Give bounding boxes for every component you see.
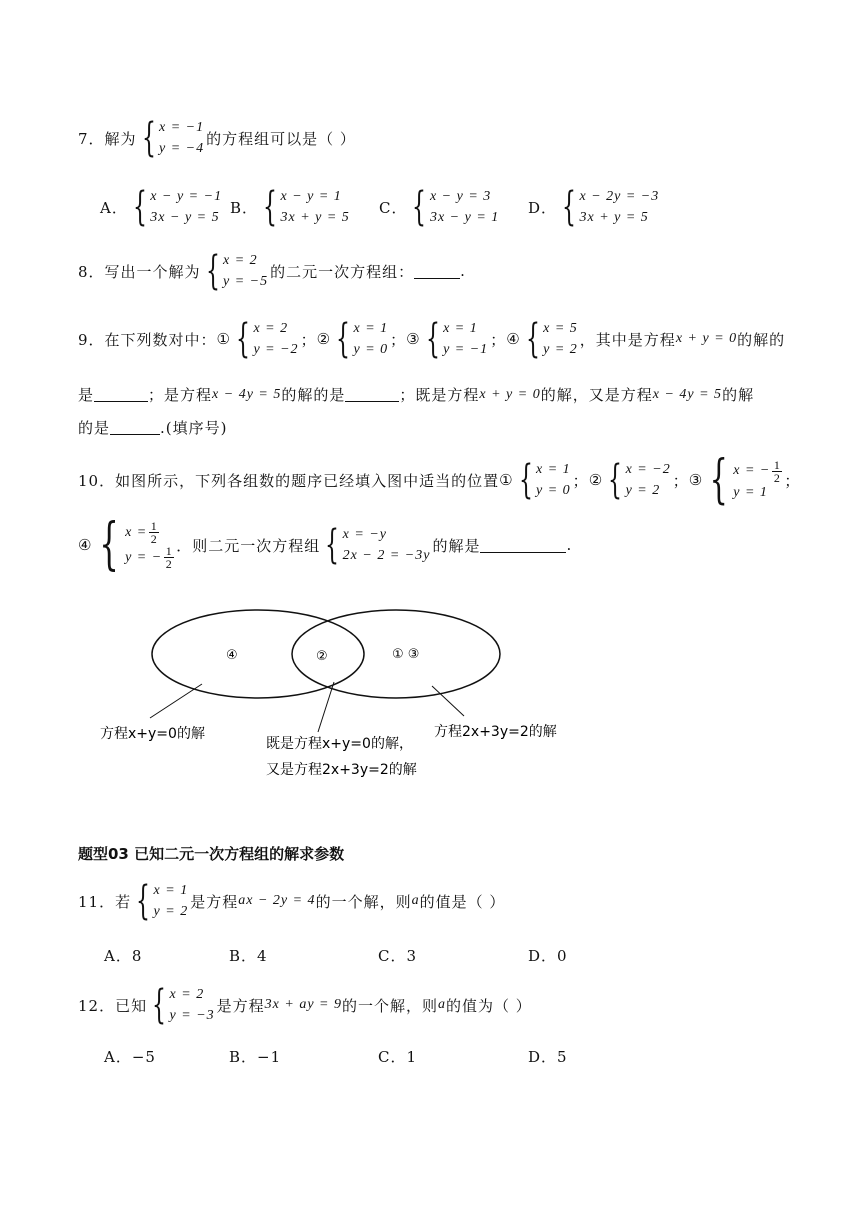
question-12: 12．已知 { x = 2 y = −3 是方程 3x + ay = 9 的一个解，则 a 的值为（ ） [78,982,532,1028]
q12-option-c[interactable]: C． 1 [378,1047,418,1066]
brace-icon: { [709,450,729,510]
brace-icon: { [99,512,120,577]
answer-blank[interactable] [94,387,148,402]
brace-icon: { [141,115,157,161]
brace-icon: { [132,184,148,230]
question-7-suffix: 的方程组可以是（ ） [206,129,356,148]
brace-icon: { [235,316,251,362]
question-9-line-1: 9．在下列数对中： ① { x = 2 y = −2 ； ② { x = 1 y = 0 ； ③ { x = 1 y = −1 ； ④ { x = 5 y = 2 ， 其中是方程 x + y = 0 的解的 [78,316,786,362]
question-10-line-2: ④ { x = $\frac{1}{2}$ y = − $\frac{1}{2}$ ．则二元一次方程组 { x = −y 2x − 2 = −3y 的解是 . [78,512,573,577]
venn-pointer-line [432,686,464,716]
brace-icon: { [325,522,340,568]
q11-option-b[interactable]: B． 4 [229,946,268,965]
q11-option-c[interactable]: C． 3 [378,946,418,965]
answer-blank[interactable] [414,264,460,279]
question-7 [78,117,356,159]
question-9-line-2: 是 ；是方程 x − 4y = 5 的解的是 ；既是方程 x + y = 0 的解，又是方程 x − 4y = 5 的解 [78,386,755,404]
question-9-line-3: 的是 .(填序号) [78,419,228,437]
brace-icon: { [412,184,427,230]
q7-option-c[interactable]: C． { x − y = 3 3x − y = 1 [379,184,500,230]
section-heading: 题型03 已知二元一次方程组的解求参数 [78,845,345,863]
question-7-prefix: 7．解为 [78,129,137,148]
q12-option-a[interactable]: A． −5 [104,1047,156,1066]
brace-icon: { [525,316,541,362]
q12-option-b[interactable]: B． −1 [229,1047,282,1066]
brace-icon: { [205,248,221,294]
brace-icon: { [262,184,278,230]
brace-icon: { [152,982,167,1028]
q7-option-a[interactable]: A． { x − y = −1 3x − y = 5 [100,184,223,230]
q11-option-d[interactable]: D． 0 [528,946,568,965]
answer-blank[interactable] [480,538,566,553]
brace-icon: { [425,316,441,362]
brace-icon: { [136,878,151,924]
venn-diagram [90,600,570,790]
venn-left-ellipse [152,610,364,698]
q12-option-d[interactable]: D． 5 [528,1047,568,1066]
venn-label-middle-line-2: 又是方程2x+3y=2的解 [266,762,417,778]
brace-icon: { [335,316,351,362]
brace-icon: { [608,457,623,503]
question-7-system: { x = −1 y = −4 [141,115,205,161]
venn-middle-region-label: ② [316,649,328,664]
q7-option-d[interactable]: D． { x − 2y = −3 3x + y = 5 [528,184,660,230]
q7-option-b[interactable]: B． { x − y = 1 3x + y = 5 [230,184,350,230]
venn-right-region-label: ① ③ [392,647,420,662]
answer-blank[interactable] [110,420,160,435]
venn-label-middle-line-1: 既是方程x+y=0的解， [266,736,413,752]
question-11: 11．若 { x = 1 y = 2 是方程 ax − 2y = 4 的一个解，则 a 的值是（ ） [78,878,506,924]
q11-option-a[interactable]: A． 8 [104,946,143,965]
answer-blank[interactable] [345,387,399,402]
venn-pointer-line [150,684,202,718]
venn-left-region-label: ④ [226,648,238,663]
venn-label-left: 方程x+y=0的解 [100,726,205,742]
question-10-line-1: 10．如图所示，下列各组数的题序已经填入图中适当的位置 ① { x = 1 y = 0 ； ② { x = −2 y = 2 ； ③ { x = − $\frac{1}{2}$ y = 1 ； [78,450,801,510]
brace-icon: { [518,457,534,503]
venn-label-right: 方程2x+3y=2的解 [434,724,557,740]
question-8: 8．写出一个解为 { x = 2 y = −5 的二元一次方程组： . [78,248,466,294]
brace-icon: { [561,184,577,230]
